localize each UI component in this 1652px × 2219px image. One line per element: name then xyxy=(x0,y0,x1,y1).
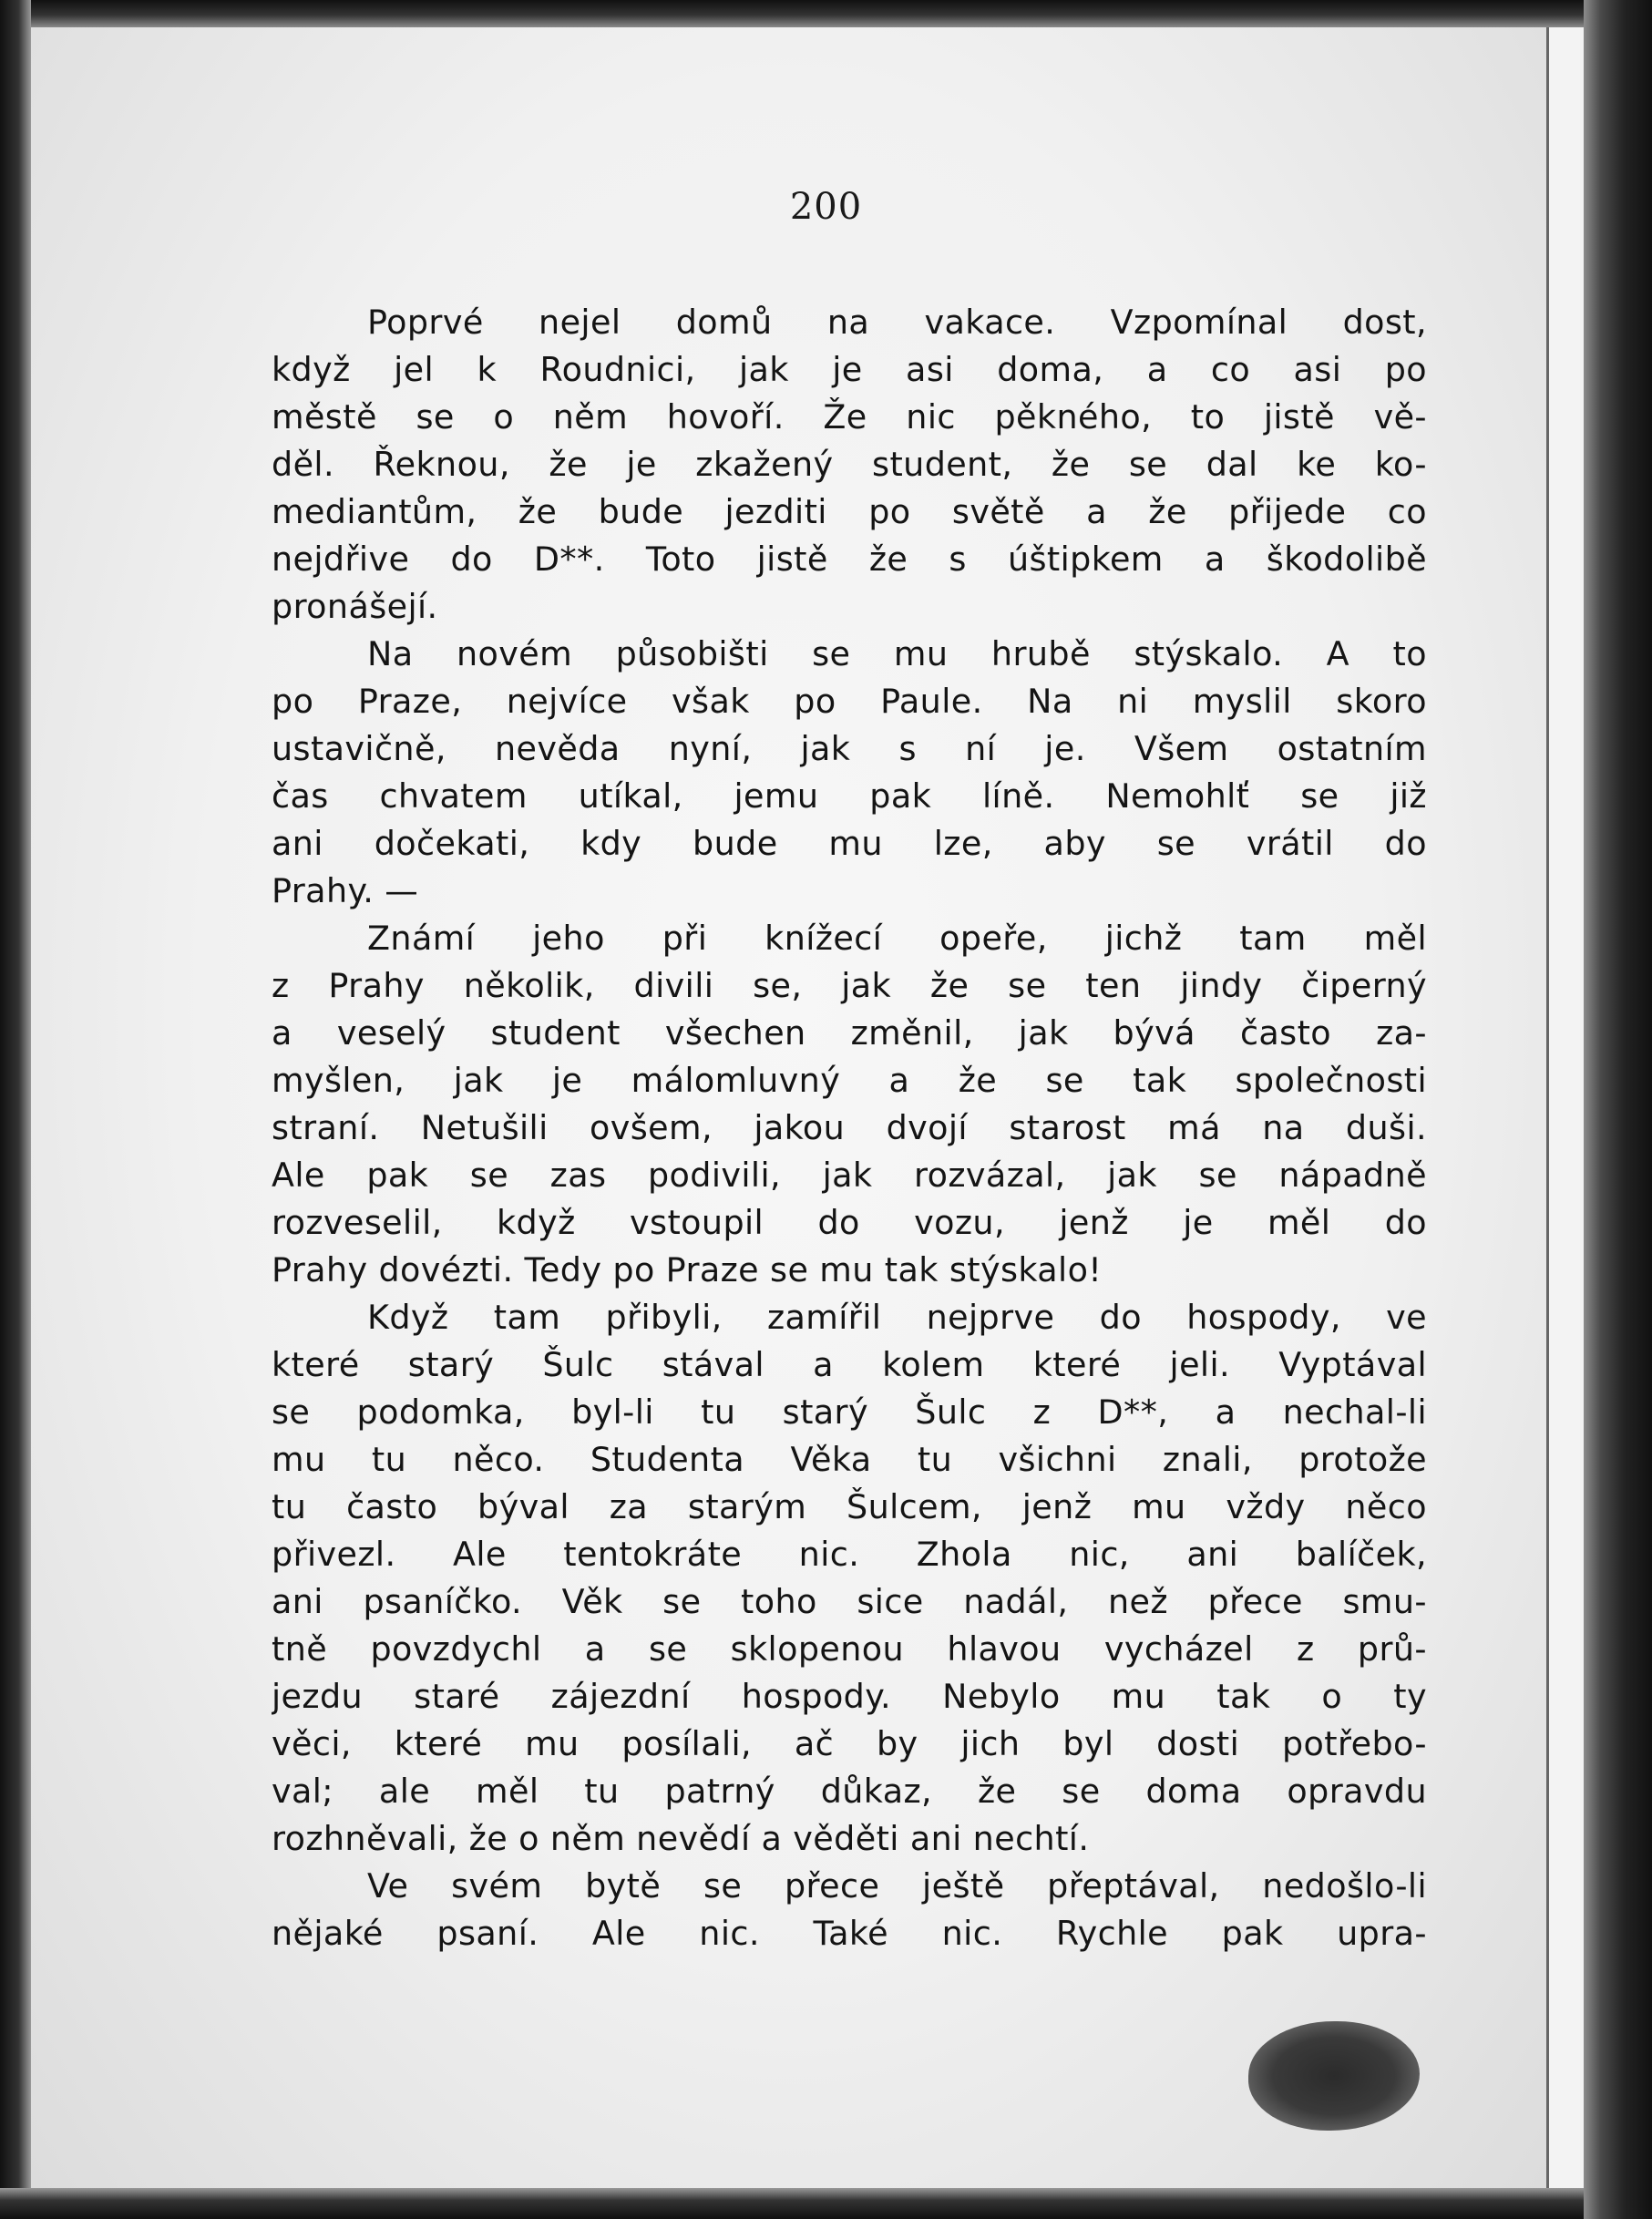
page-number: 200 xyxy=(789,186,863,228)
text-line: děl. Řeknou, že je zkažený student, že se dal ke ko- xyxy=(272,445,1427,484)
text-line: mu tu něco. Studenta Věka tu všichni znali, protože xyxy=(272,1440,1427,1479)
text-line: Poprvé nejel domů na vakace. Vzpomínal dost, xyxy=(367,303,1427,342)
ink-stain xyxy=(1248,2021,1420,2131)
text-line: Prahy. — xyxy=(272,871,419,910)
text-line: a veselý student všechen změnil, jak bývá často za- xyxy=(272,1013,1427,1053)
text-line: val; ale měl tu patrný důkaz, že se doma opravdu xyxy=(272,1772,1427,1811)
text-line: jezdu staré zájezdní hospody. Nebylo mu tak o ty xyxy=(272,1677,1427,1716)
text-line: rozveselil, když vstoupil do vozu, jenž je měl do xyxy=(272,1203,1427,1242)
text-line: nejdřive do D**. Toto jistě že s úštipkem a škodolibě xyxy=(272,539,1427,579)
text-line: nějaké psaní. Ale nic. Také nic. Rychle pak upra- xyxy=(272,1914,1427,1953)
text-line: tu často býval za starým Šulcem, jenž mu vždy něco xyxy=(272,1487,1427,1526)
text-line: Známí jeho při knížecí opeře, jichž tam měl xyxy=(367,919,1427,958)
text-line: pronášejí. xyxy=(272,587,438,626)
text-line: které starý Šulc stával a kolem které jeli. Vyptával xyxy=(272,1345,1427,1384)
scan-border-left xyxy=(0,0,31,2219)
text-line: ani psaníčko. Věk se toho sice nadál, než přece smu- xyxy=(272,1582,1427,1621)
text-line: městě se o něm hovoří. Že nic pěkného, to jistě vě- xyxy=(272,397,1427,437)
text-line: mediantům, že bude jezditi po světě a že přijede co xyxy=(272,492,1427,531)
text-line: Ve svém bytě se přece ještě přeptával, nedošlo-li xyxy=(367,1866,1427,1906)
text-line: přivezl. Ale tentokráte nic. Zhola nic, ani balíček, xyxy=(272,1535,1427,1574)
text-line: čas chvatem utíkal, jemu pak líně. Nemohlť se již xyxy=(272,776,1427,816)
text-line: ustavičně, nevěda nyní, jak s ní je. Všem ostatním xyxy=(272,729,1427,768)
text-line: se podomka, byl-li tu starý Šulc z D**, a nechal-li xyxy=(272,1392,1427,1432)
text-line: myšlen, jak je málomluvný a že se tak společnosti xyxy=(272,1061,1427,1100)
text-line: rozhněvali, že o něm nevědí a věděti ani nechtí. xyxy=(272,1819,1090,1858)
text-line: když jel k Roudnici, jak je asi doma, a co asi po xyxy=(272,350,1427,389)
text-line: věci, které mu posílali, ač by jich byl dosti potřebo- xyxy=(272,1724,1427,1763)
text-line: straní. Netušili ovšem, jakou dvojí starost má na duši. xyxy=(272,1108,1427,1147)
text-line: z Prahy několik, divili se, jak že se ten jindy čiperný xyxy=(272,966,1427,1005)
text-line: tně povzdychl a se sklopenou hlavou vycházel z prů- xyxy=(272,1629,1427,1669)
text-line: Ale pak se zas podivili, jak rozvázal, jak se nápadně xyxy=(272,1156,1427,1195)
text-line: Když tam přibyli, zamířil nejprve do hospody, ve xyxy=(367,1298,1427,1337)
body-text xyxy=(272,299,1427,1957)
text-line: Prahy dovézti. Tedy po Praze se mu tak stýskalo! xyxy=(272,1250,1103,1289)
text-line: po Praze, nejvíce však po Paule. Na ni myslil skoro xyxy=(272,682,1427,721)
scan-border-top xyxy=(0,0,1652,27)
scan-border-bottom xyxy=(0,2188,1652,2219)
next-page-edge xyxy=(1546,27,1584,2188)
text-line: ani dočekati, kdy bude mu lze, aby se vrátil do xyxy=(272,824,1427,863)
text-line: Na novém působišti se mu hrubě stýskalo. A to xyxy=(367,634,1427,673)
scan-border-right xyxy=(1584,0,1652,2219)
